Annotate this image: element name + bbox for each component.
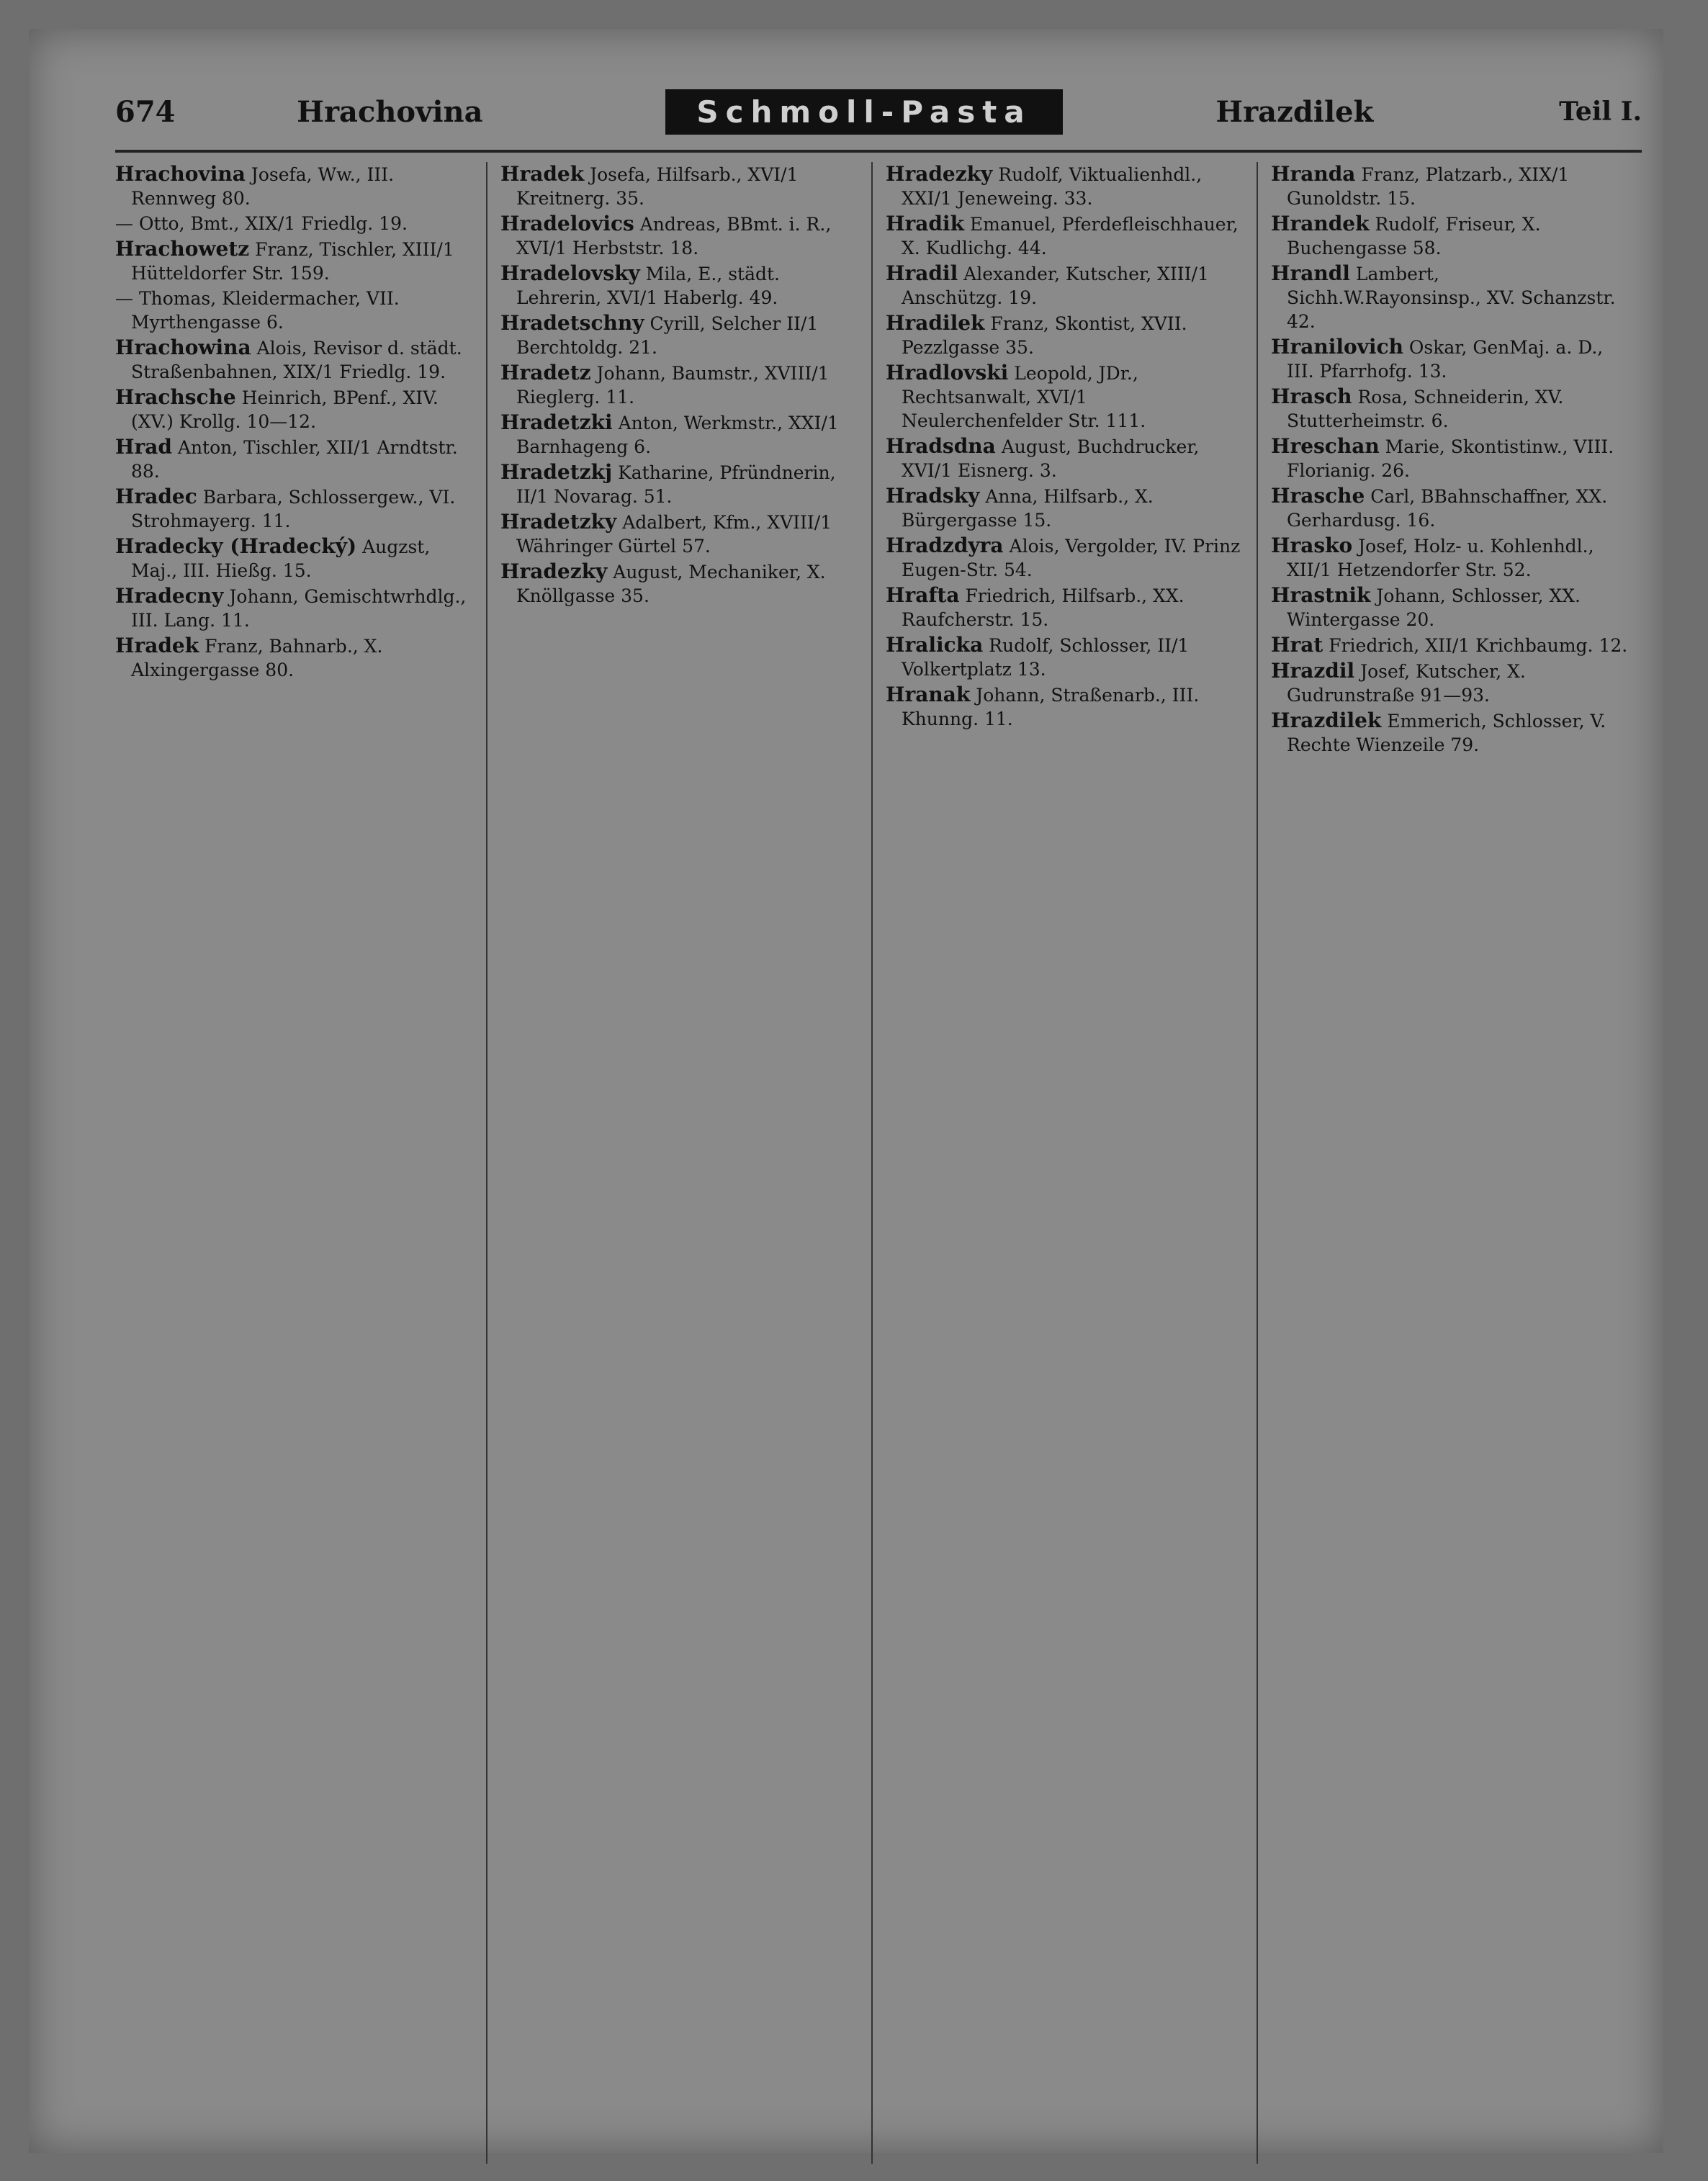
entry-surname: Hradetzki [500, 410, 613, 434]
advert-banner: Schmoll-Pasta [665, 89, 1062, 135]
directory-entry [500, 311, 864, 359]
entry-text: Franz, Skontist, XVII. Pezzlgasse 35. [902, 313, 1187, 358]
entry-text: Leopold, JDr., Rechtsanwalt, XVI/1 Neulerchenfelder Str. 111. [902, 363, 1146, 431]
directory-entry [500, 361, 864, 409]
entry-surname: Hradek [500, 162, 585, 186]
entry-text: Friedrich, Hilfsarb., XX. Raufcherstr. 15. [902, 585, 1185, 630]
column-3 [886, 162, 1258, 2164]
directory-entry [115, 485, 479, 533]
entry-text: Cyrill, Selcher II/1 Berchtoldg. 21. [516, 313, 819, 358]
entry-text: Josef, Holz- u. Kohlenhdl., XII/1 Hetzendorfer Str. 52. [1287, 536, 1594, 580]
directory-entry [1271, 633, 1635, 657]
entry-text: Andreas, BBmt. i. R., XVI/1 Herbststr. 18. [516, 214, 832, 258]
directory-entry [886, 311, 1249, 359]
entry-text: Anton, Tischler, XII/1 Arndtstr. 88. [131, 437, 458, 482]
entry-surname: Hreschan [1271, 434, 1380, 458]
entry-surname: Hradik [886, 212, 964, 235]
part-label: Teil I. [1559, 96, 1642, 127]
entry-text: Rudolf, Friseur, X. Buchengasse 58. [1287, 214, 1541, 258]
directory-entry [1271, 583, 1635, 631]
entry-surname: Hradilek [886, 311, 985, 335]
entry-text: Josef, Kutscher, X. Gudrunstraße 91—93. [1287, 661, 1526, 706]
entry-text: Heinrich, BPenf., XIV. (XV.) Krollg. 10—12. [131, 387, 439, 432]
directory-entry [1271, 162, 1635, 210]
directory-entry [886, 484, 1249, 532]
entry-surname: Hranak [886, 683, 971, 706]
entry-surname: Hradek [115, 634, 199, 657]
directory-entry [115, 584, 479, 632]
entry-surname: Hradsky [886, 484, 980, 508]
entry-surname: Hradec [115, 485, 197, 508]
directory-entry [115, 385, 479, 433]
directory-entry [115, 534, 479, 583]
entry-text: Friedrich, XII/1 Krichbaumg. 12. [1329, 635, 1628, 656]
entry-surname: Hradecky (Hradecký) [115, 534, 357, 558]
directory-entry [1271, 534, 1635, 582]
column-1 [115, 162, 487, 2164]
directory-page [29, 29, 1663, 2153]
entry-text: Emmerich, Schlosser, V. Rechte Wienzeile 79. [1287, 711, 1606, 755]
directory-entry [500, 510, 864, 558]
entry-text: Johann, Baumstr., XVIII/1 Rieglerg. 11. [516, 363, 830, 408]
entry-text: Marie, Skontistinw., VIII. Florianig. 26. [1287, 436, 1614, 481]
entry-surname: Hradetschny [500, 311, 644, 335]
entry-surname: Hrasch [1271, 385, 1352, 408]
entry-surname: Hrasko [1271, 534, 1353, 557]
right-catchword: Hrazdilek [1215, 94, 1374, 129]
directory-entry [1271, 434, 1635, 482]
entry-text: Rudolf, Schlosser, II/1 Volkertplatz 13. [902, 635, 1190, 680]
entry-text: Rudolf, Viktualienhdl., XXI/1 Jeneweing. 33. [902, 164, 1203, 209]
entry-text: August, Buchdrucker, XVI/1 Eisnerg. 3. [902, 436, 1200, 481]
entry-surname: Hradetzkj [500, 460, 613, 484]
entry-surname: Hradecny [115, 584, 224, 608]
entry-surname: Hradzdyra [886, 534, 1004, 557]
entry-surname: Hrad [115, 435, 172, 459]
directory-entry [1271, 212, 1635, 260]
directory-entry [115, 336, 479, 384]
directory-columns [115, 162, 1642, 2164]
entry-text: Johann, Schlosser, XX. Wintergasse 20. [1287, 585, 1581, 630]
entry-text: Franz, Bahnarb., X. Alxingergasse 80. [131, 636, 383, 680]
entry-text: Josefa, Hilfsarb., XVI/1 Kreitnerg. 35. [516, 164, 799, 209]
entry-surname: Hrat [1271, 633, 1323, 657]
directory-entry [500, 212, 864, 260]
entry-text: Augzst, Maj., III. Hießg. 15. [131, 536, 431, 581]
directory-entry [1271, 385, 1635, 433]
column-2 [500, 162, 873, 2164]
directory-entry [115, 212, 479, 235]
entry-text: Oskar, GenMaj. a. D., III. Pfarrhofg. 13. [1287, 337, 1604, 382]
directory-entry [500, 410, 864, 459]
entry-text: — Thomas, Kleidermacher, VII. Myrthengasse 6. [115, 288, 400, 333]
entry-text: Emanuel, Pferdefleischhauer, X. Kudlichg. 44. [902, 214, 1239, 258]
directory-entry [1271, 659, 1635, 707]
directory-entry [500, 162, 864, 210]
entry-surname: Hrachowetz [115, 237, 250, 261]
entry-text: Mila, E., städt. Lehrerin, XVI/1 Haberlg. 49. [516, 264, 780, 308]
entry-text: Anton, Werkmstr., XXI/1 Barnhageng 6. [516, 413, 839, 457]
entry-text: Johann, Straßenarb., III. Khunng. 11. [902, 685, 1200, 729]
entry-surname: Hradsdna [886, 434, 996, 458]
entry-surname: Hrandek [1271, 212, 1370, 235]
header-rule [115, 150, 1642, 153]
directory-entry [115, 237, 479, 285]
entry-text: Rosa, Schneiderin, XV. Stutterheimstr. 6. [1287, 387, 1564, 431]
entry-text: Adalbert, Kfm., XVIII/1 Währinger Gürtel 57. [516, 512, 832, 557]
directory-entry [115, 435, 479, 483]
directory-entry [115, 634, 479, 682]
directory-entry [886, 261, 1249, 310]
entry-text: Carl, BBahnschaffner, XX. Gerhardusg. 16. [1287, 486, 1608, 531]
entry-text: Franz, Platzarb., XIX/1 Gunoldstr. 15. [1287, 164, 1570, 209]
entry-surname: Hrastnik [1271, 583, 1371, 607]
entry-text: Barbara, Schlossergew., VI. Strohmayerg. 11. [131, 487, 456, 531]
page-number: 674 [115, 94, 176, 129]
directory-entry [500, 460, 864, 508]
directory-entry [886, 633, 1249, 681]
entry-text: Alois, Vergolder, IV. Prinz Eugen-Str. 54. [902, 536, 1241, 580]
entry-surname: Hrazdil [1271, 659, 1355, 683]
directory-entry [115, 162, 479, 210]
entry-surname: Hradezky [500, 559, 608, 583]
directory-entry [886, 212, 1249, 260]
entry-surname: Hradil [886, 261, 958, 285]
entry-text: Josefa, Ww., III. Rennweg 80. [131, 164, 395, 209]
directory-entry [115, 287, 479, 334]
entry-text: Katharine, Pfründnerin, II/1 Novarag. 51. [516, 462, 836, 507]
entry-surname: Hranda [1271, 162, 1356, 186]
entry-surname: Hranilovich [1271, 335, 1403, 359]
directory-entry [1271, 484, 1635, 532]
directory-entry [886, 361, 1249, 433]
entry-surname: Hrachovina [115, 162, 246, 186]
entry-text: Anna, Hilfsarb., X. Bürgergasse 15. [902, 486, 1154, 531]
entry-surname: Hrachsche [115, 385, 236, 409]
entry-text: — Otto, Bmt., XIX/1 Friedlg. 19. [115, 213, 408, 234]
directory-entry [500, 261, 864, 310]
entry-surname: Hrasche [1271, 484, 1365, 508]
directory-entry [1271, 335, 1635, 383]
entry-surname: Hradetzky [500, 510, 617, 534]
entry-surname: Hrandl [1271, 261, 1350, 285]
entry-text: Johann, Gemischtwrhdlg., III. Lang. 11. [131, 586, 467, 631]
entry-surname: Hradezky [886, 162, 993, 186]
directory-entry [886, 583, 1249, 631]
entry-text: Lambert, Sichh.W.Rayonsinsp., XV. Schanzstr. 42. [1287, 264, 1616, 332]
directory-entry [500, 559, 864, 608]
entry-surname: Hradelovsky [500, 261, 640, 285]
directory-entry [886, 534, 1249, 582]
entry-text: Franz, Tischler, XIII/1 Hütteldorfer Str. 159. [131, 239, 454, 284]
directory-entry [1271, 709, 1635, 757]
entry-text: Alois, Revisor d. städt. Straßenbahnen, XIX/1 Friedlg. 19. [131, 338, 462, 382]
entry-text: August, Mechaniker, X. Knöllgasse 35. [516, 562, 826, 606]
entry-surname: Hrachowina [115, 336, 251, 359]
left-catchword: Hrachovina [297, 94, 483, 129]
entry-surname: Hrafta [886, 583, 960, 607]
entry-surname: Hradetz [500, 361, 591, 385]
page-header [115, 79, 1642, 144]
entry-text: Alexander, Kutscher, XIII/1 Anschützg. 19. [902, 264, 1209, 308]
entry-surname: Hrazdilek [1271, 709, 1382, 732]
directory-entry [1271, 261, 1635, 333]
directory-entry [886, 434, 1249, 482]
directory-entry [886, 162, 1249, 210]
directory-entry [886, 683, 1249, 731]
entry-surname: Hradlovski [886, 361, 1009, 385]
column-4 [1271, 162, 1642, 2164]
entry-surname: Hradelovics [500, 212, 634, 235]
entry-surname: Hralicka [886, 633, 984, 657]
